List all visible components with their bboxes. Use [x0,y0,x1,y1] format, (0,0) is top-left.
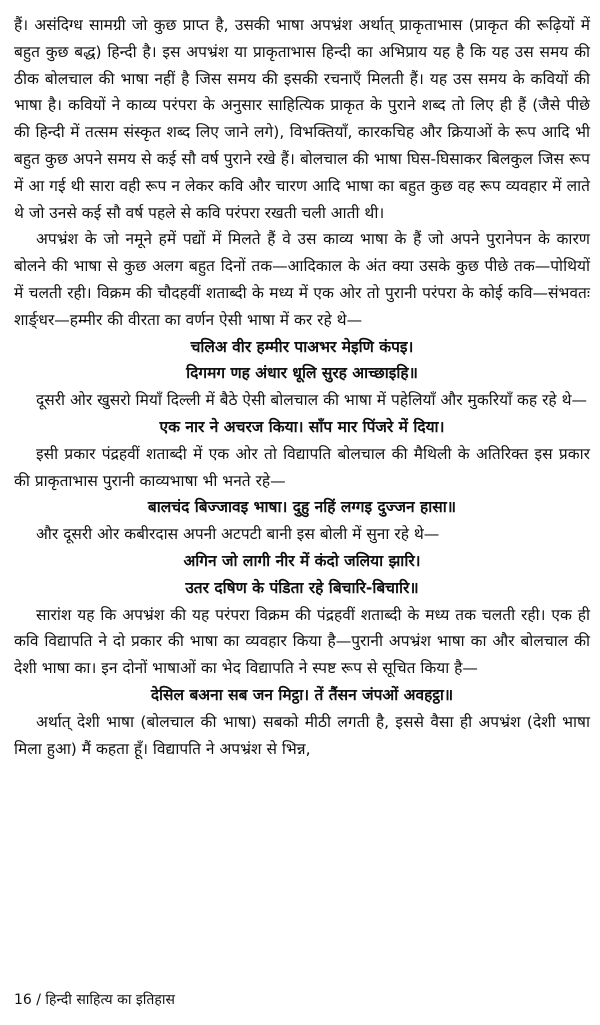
paragraph-3: दूसरी ओर खुसरो मियाँ दिल्ली में बैठे ऐसी बोलचाल की भाषा में पहेलियाँ और मुकरियाँ कह रहे थे— [36,391,587,410]
verse-line-6: उतर दषिण के पंडिता रहे बिचारि-बिचारि॥ [185,578,419,597]
paragraph-2: अपभ्रंश के जो नमूने हमें पद्यों में मिलते हैं वे उस काव्य भाषा के हैं जो अपने पुरानेपन के कारण बोलने की भाषा से कुछ अलग बहुत दिनों तक—आदिकाल के अंत क्या उसके कुछ पीछे तक—पोथियों में चलती रही। विक्रम की चौदहवीं शताब्दी के मध्य में एक ओर तो पुरानी परंपरा के कोई कवि—संभवतः शार्ङ्धर—हम्मीर की वीरता का वर्णन ऐसी भाषा में कर रहे थे— [14,230,590,329]
verse-line-1: चलिअ वीर हम्मीर पाअभर मेइणि कंपइ। [190,337,414,356]
verse-line-2: दिगमग णह अंधार धूलि सुरह आच्छाइहि॥ [186,364,418,383]
paragraph-1: हैं। असंदिग्ध सामग्री जो कुछ प्राप्त है, उसकी भाषा अपभ्रंश अर्थात् प्राकृताभास (प्राकृत की रूढ़ियों में बहुत कुछ बद्ध) हिन्दी है। इस अपभ्रंश या प्राकृताभास हिन्दी का अभिप्राय यह है कि यह उस समय की ठीक बोलचाल की भाषा नहीं है जिस समय की इसकी रचनाएँ मिलती हैं। यह उस समय के कवियों की भाषा है। कवियों ने काव्य परंपरा के अनुसार साहित्यिक प्राकृत के पुराने शब्द तो लिए ही हैं (जैसे पीछे की हिन्दी में तत्सम संस्कृत शब्द लिए जाने लगे), विभक्तियाँ, कारकचिह और क्रियाओं के रूप आदि भी बहुत कुछ अपने समय से कई सौ वर्ष पुराने रखे हैं। बोलचाल की भाषा घिस-घिसाकर बिलकुल जिस रूप में आ गई थी सारा वही रूप न लेकर कवि और चारण आदि भाषा का बहुत कुछ वह रूप व्यवहार में लाते थे जो उनसे कई सौ वर्ष पहले से कवि परंपरा रखती चली आती थी। [14,16,590,222]
page-body [14,12,590,762]
paragraph-4: इसी प्रकार पंद्रहवीं शताब्दी में एक ओर तो विद्यापति बोलचाल की मैथिली के अतिरिक्त इस प्रकार की प्राकृताभास पुरानी काव्यभाषा भी भनते रहे— [14,444,590,490]
verse-line-7: देसिल बअना सब जन मिट्ठा। तें तैंसन जंपओं अवहट्ठा॥ [150,685,454,704]
paragraph-7: अर्थात् देशी भाषा (बोलचाल की भाषा) सबको मीठी लगती है, इससे वैसा ही अपभ्रंश (देशी भाषा मिला हुआ) मैं कहता हूँ। विद्यापति ने अपभ्रंश से भिन्न, [14,712,590,758]
verse-line-3: एक नार ने अचरज किया। साँप मार पिंजरे में दिया। [159,417,445,436]
paragraph-6: सारांश यह कि अपभ्रंश की यह परंपरा विक्रम की पंद्रहवीं शताब्दी के मध्य तक चलती रही। एक ही कवि विद्यापति ने दो प्रकार की भाषा का व्यवहार किया है—पुरानी अपभ्रंश भाषा का और बोलचाल की देशी भाषा का। इन दोनों भाषाओं का भेद विद्यापति ने स्पष्ट रूप से सूचित किया है— [14,605,590,678]
page-footer: 16 / हिन्दी साहित्य का इतिहास [14,992,175,1008]
verse-line-5: अगिन जो लागी नीर में कंदो जलिया झारि। [183,551,421,570]
paragraph-5: और दूसरी ओर कबीरदास अपनी अटपटी बानी इस बोली में सुना रहे थे— [36,525,440,544]
verse-line-4: बालचंद बिज्जावइ भाषा। दुहु नहिं लग्गइ दुज्जन हासा॥ [147,498,457,517]
